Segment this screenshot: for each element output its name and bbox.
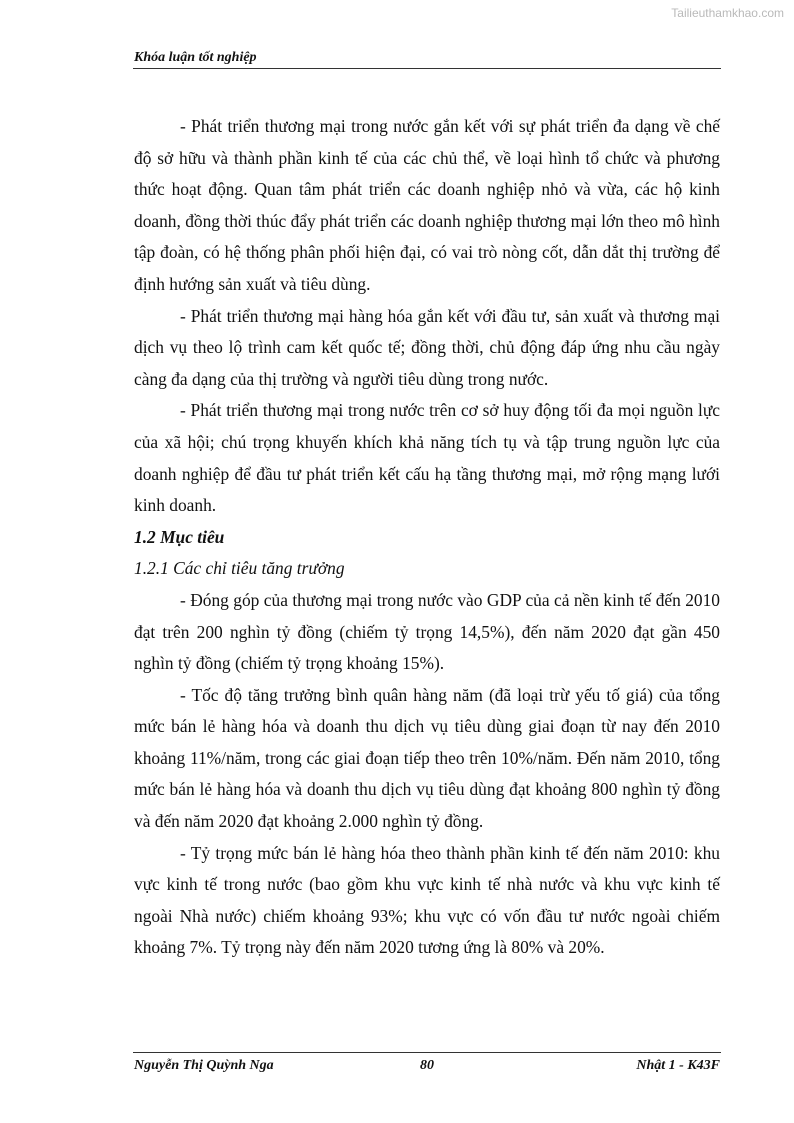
page-number: 80 <box>420 1058 434 1073</box>
footer-author: Nguyễn Thị Quỳnh Nga <box>134 1058 274 1073</box>
body-paragraph: - Phát triển thương mại hàng hóa gắn kết với đầu tư, sản xuất và thương mại dịch vụ theo lộ trình cam kết quốc tế; đồng thời, chủ động đáp ứng nhu cầu ngày càng đa dạng của thị trường và người tiêu dùng trong nước. <box>134 305 720 389</box>
body-paragraph: - Tỷ trọng mức bán lẻ hàng hóa theo thành phần kinh tế đến năm 2010: khu vực kinh tế trong nước (bao gồm khu vực kinh tế nhà nước và khu vực kinh tế ngoài Nhà nước) chiếm khoảng 93%; khu vực có vốn đầu tư nước ngoài chiếm khoảng 7%. Tỷ trọng này đến năm 2020 tương ứng là 80% và 20%. <box>134 842 720 958</box>
body-paragraph: - Tốc độ tăng trưởng bình quân hàng năm (đã loại trừ yếu tố giá) của tổng mức bán lẻ hàng hóa và doanh thu dịch vụ tiêu dùng giai đoạn từ nay đến 2010 khoảng 11%/năm, trong các giai đoạn tiếp theo trên 10%/năm. Đến năm 2010, tổng mức bán lẻ hàng hóa và doanh thu dịch vụ tiêu dùng đạt khoảng 800 nghìn tỷ đồng và đến năm 2020 đạt khoảng 2.000 nghìn tỷ đồng. <box>134 684 720 832</box>
page-body <box>134 111 720 964</box>
body-paragraph: - Phát triển thương mại trong nước gắn kết với sự phát triển đa dạng về chế độ sở hữu và thành phần kinh tế của các chủ thể, về loại hình tổ chức và phương thức hoạt động. Quan tâm phát triển các doanh nghiệp nhỏ và vừa, các hộ kinh doanh, đồng thời thúc đẩy phát triển các doanh nghiệp thương mại lớn theo mô hình tập đoàn, có hệ thống phân phối hiện đại, có vai trò nòng cốt, dẫn dắt thị trường để định hướng sản xuất và tiêu dùng. <box>134 116 720 294</box>
body-paragraph: - Phát triển thương mại trong nước trên cơ sở huy động tối đa mọi nguồn lực của xã hội; chú trọng khuyến khích khả năng tích tụ và tập trung nguồn lực của doanh nghiệp để đầu tư phát triển kết cấu hạ tầng thương mại, mở rộng mạng lưới kinh doanh. <box>134 400 720 516</box>
subsection-heading: 1.2.1 Các chỉ tiêu tăng trưởng <box>134 558 345 579</box>
section-heading: 1.2 Mục tiêu <box>134 526 225 547</box>
watermark-text: Tailieuthamkhao.com <box>671 6 784 20</box>
body-paragraph: - Đóng góp của thương mại trong nước vào GDP của cả nền kinh tế đến 2010 đạt trên 200 nghìn tỷ đồng (chiếm tỷ trọng 14,5%), đến năm 2020 đạt gần 450 nghìn tỷ đồng (chiếm tỷ trọng khoảng 15%). <box>134 589 720 674</box>
header-divider <box>133 68 721 69</box>
footer-divider <box>133 1052 721 1053</box>
running-header-title: Khóa luận tốt nghiệp <box>134 50 257 65</box>
footer-class: Nhật 1 - K43F <box>636 1058 720 1073</box>
